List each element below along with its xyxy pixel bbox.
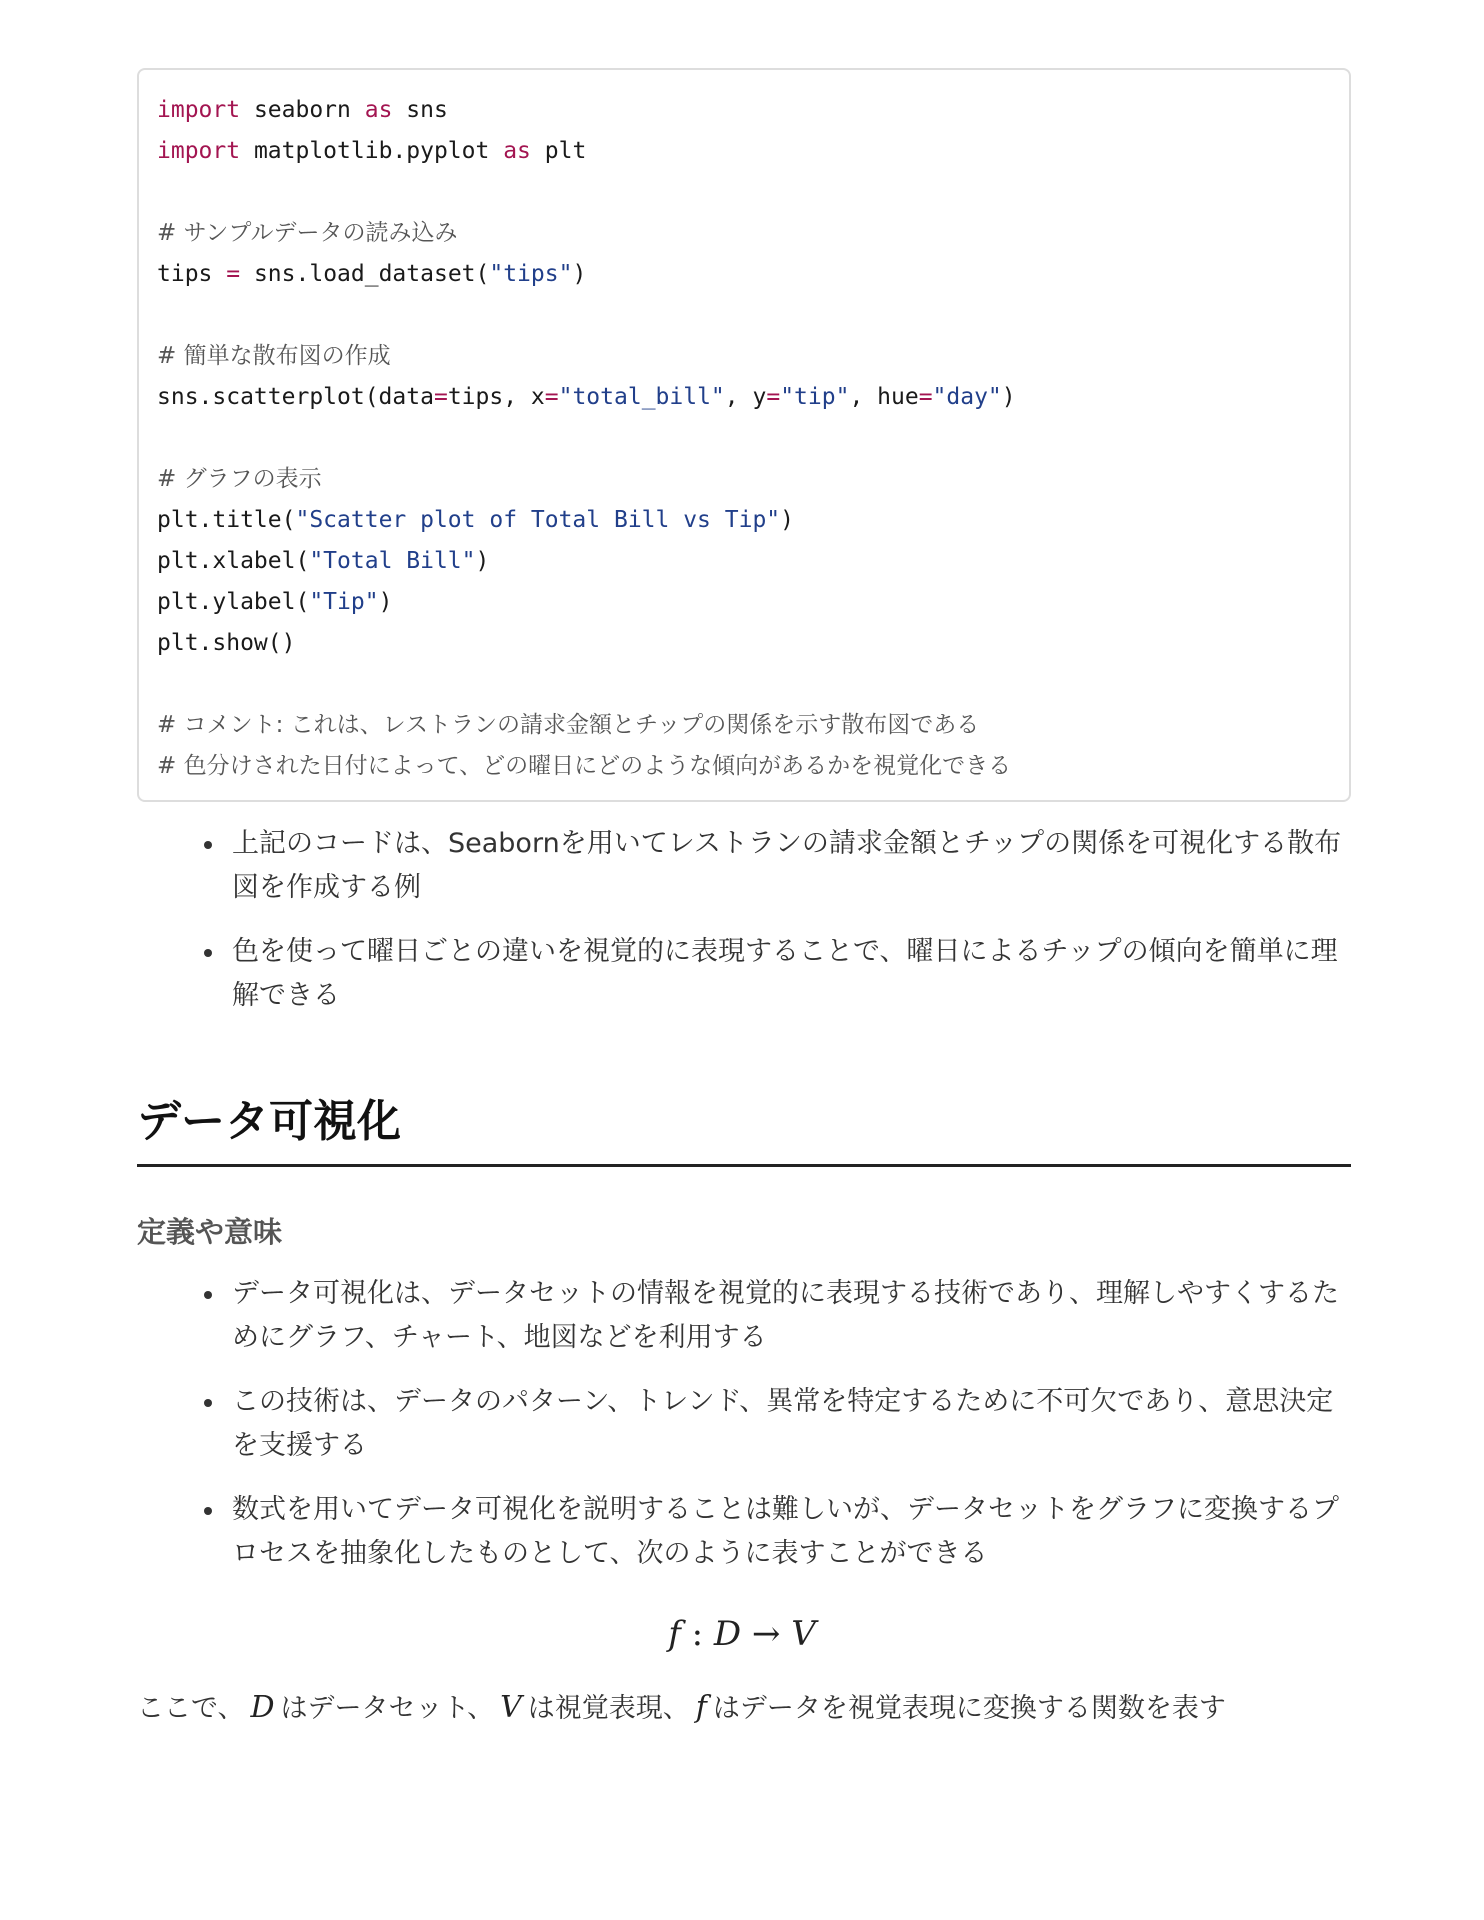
formula-f: f [668,1614,681,1654]
bullet-dot [204,1507,212,1515]
code-string: "Scatter plot of Total Bill vs Tip" [295,507,781,533]
code-line [157,500,1329,541]
code-text: , y [724,384,767,410]
code-comment: # グラフの表示 [157,466,322,492]
code-keyword: as [503,138,531,164]
list-item [200,1272,1350,1360]
code-notes-list [200,822,1350,1038]
code-operator: = [433,384,448,410]
bullet-dot [204,1291,212,1299]
list-item-text: 上記のコードは、Seabornを用いてレストランの請求金額とチップの関係を可視化する散布図を作成する例 [232,828,1342,903]
code-line [157,541,1329,582]
code-line [157,377,1329,418]
paragraph-text: はデータを視覚表現に変換する関数を表す [712,1693,1226,1724]
code-text: ) [780,507,794,533]
code-blank-line [157,664,1329,705]
list-item-text: この技術は、データのパターン、トレンド、異常を特定するために不可欠であり、意思決定を支援する [232,1386,1334,1461]
math-var-f: f [695,1690,707,1725]
code-comment: # サンプルデータの読み込み [157,220,458,246]
code-text: sns.scatterplot(data [157,384,434,410]
code-text: , hue [849,384,919,410]
code-keyword: import [157,97,241,123]
code-keyword: as [364,97,393,123]
formula-v: V [791,1614,816,1654]
code-line: plt.show() [157,630,296,656]
math-var-d: D [250,1690,275,1725]
code-text: ) [475,548,490,574]
code-comment: # 簡単な散布図の作成 [157,343,391,369]
code-text: plt [530,138,587,164]
code-blank-line [157,295,1329,336]
code-block [137,68,1351,802]
code-text: sns.load_dataset( [240,261,490,287]
list-item [200,930,1350,1018]
code-text: tips [157,261,227,287]
code-comment: # 色分けされた日付によって、どの曜日にどのような傾向があるかを視覚化できる [157,753,1012,779]
list-item [200,1488,1350,1576]
code-text: matplotlib.pyplot [240,138,504,164]
code-blank-line [157,418,1329,459]
code-operator: = [226,261,241,287]
list-item-text: 色を使って曜日ごとの違いを視覚的に表現することで、曜日によるチップの傾向を簡単に理解できる [232,936,1338,1011]
math-formula [0,1610,1484,1658]
bullet-dot [204,841,212,849]
code-string: "Total Bill" [309,548,476,574]
code-blank-line [157,172,1329,213]
list-item-text: データ可視化は、データセットの情報を視覚的に表現する技術であり、理解しやすくするためにグラフ、チャート、地図などを利用する [232,1278,1339,1353]
subsection-heading: 定義や意味 [137,1215,283,1249]
code-comment: # コメント: これは、レストランの請求金額とチップの関係を示す散布図である [157,712,980,738]
explanation-paragraph [137,1686,1367,1731]
code-operator: = [918,384,933,410]
code-line [157,90,1329,131]
paragraph-text: はデータセット、 [280,1693,495,1724]
code-text: plt.ylabel( [157,589,310,615]
code-line [157,582,1329,623]
list-item [200,1380,1350,1468]
paragraph-text: は視覚表現、 [527,1693,690,1724]
bullet-dot [204,1399,212,1407]
code-text: plt.xlabel( [157,548,310,574]
definition-list [200,1272,1350,1596]
list-item-text: 数式を用いてデータ可視化を説明することは難しいが、データセットをグラフに変換するプロセスを抽象化したものとして、次のように表すことができる [232,1494,1339,1569]
code-text: ) [378,589,393,615]
code-text: seaborn [240,97,365,123]
code-line [157,254,1329,295]
formula-d: D [713,1614,742,1654]
paragraph-text: ここで、 [137,1693,245,1724]
code-string: "day" [932,384,1002,410]
bullet-dot [204,949,212,957]
math-var-v: V [500,1690,522,1725]
section-heading: データ可視化 [137,1090,1351,1167]
code-string: "total_bill" [558,384,725,410]
code-text: ) [1001,384,1016,410]
code-string: "tip" [780,384,850,410]
code-operator: = [544,384,559,410]
code-operator: = [766,384,781,410]
code-text: ) [572,261,587,287]
formula-colon: : [680,1614,714,1654]
code-text: sns [392,97,448,123]
code-string: "Tip" [309,589,379,615]
code-text: plt.title( [157,507,296,533]
code-string: "tips" [489,261,573,287]
code-keyword: import [157,138,241,164]
list-item [200,822,1350,910]
code-text: tips, x [447,384,545,410]
code-line [157,131,1329,172]
formula-arrow: → [741,1614,792,1654]
